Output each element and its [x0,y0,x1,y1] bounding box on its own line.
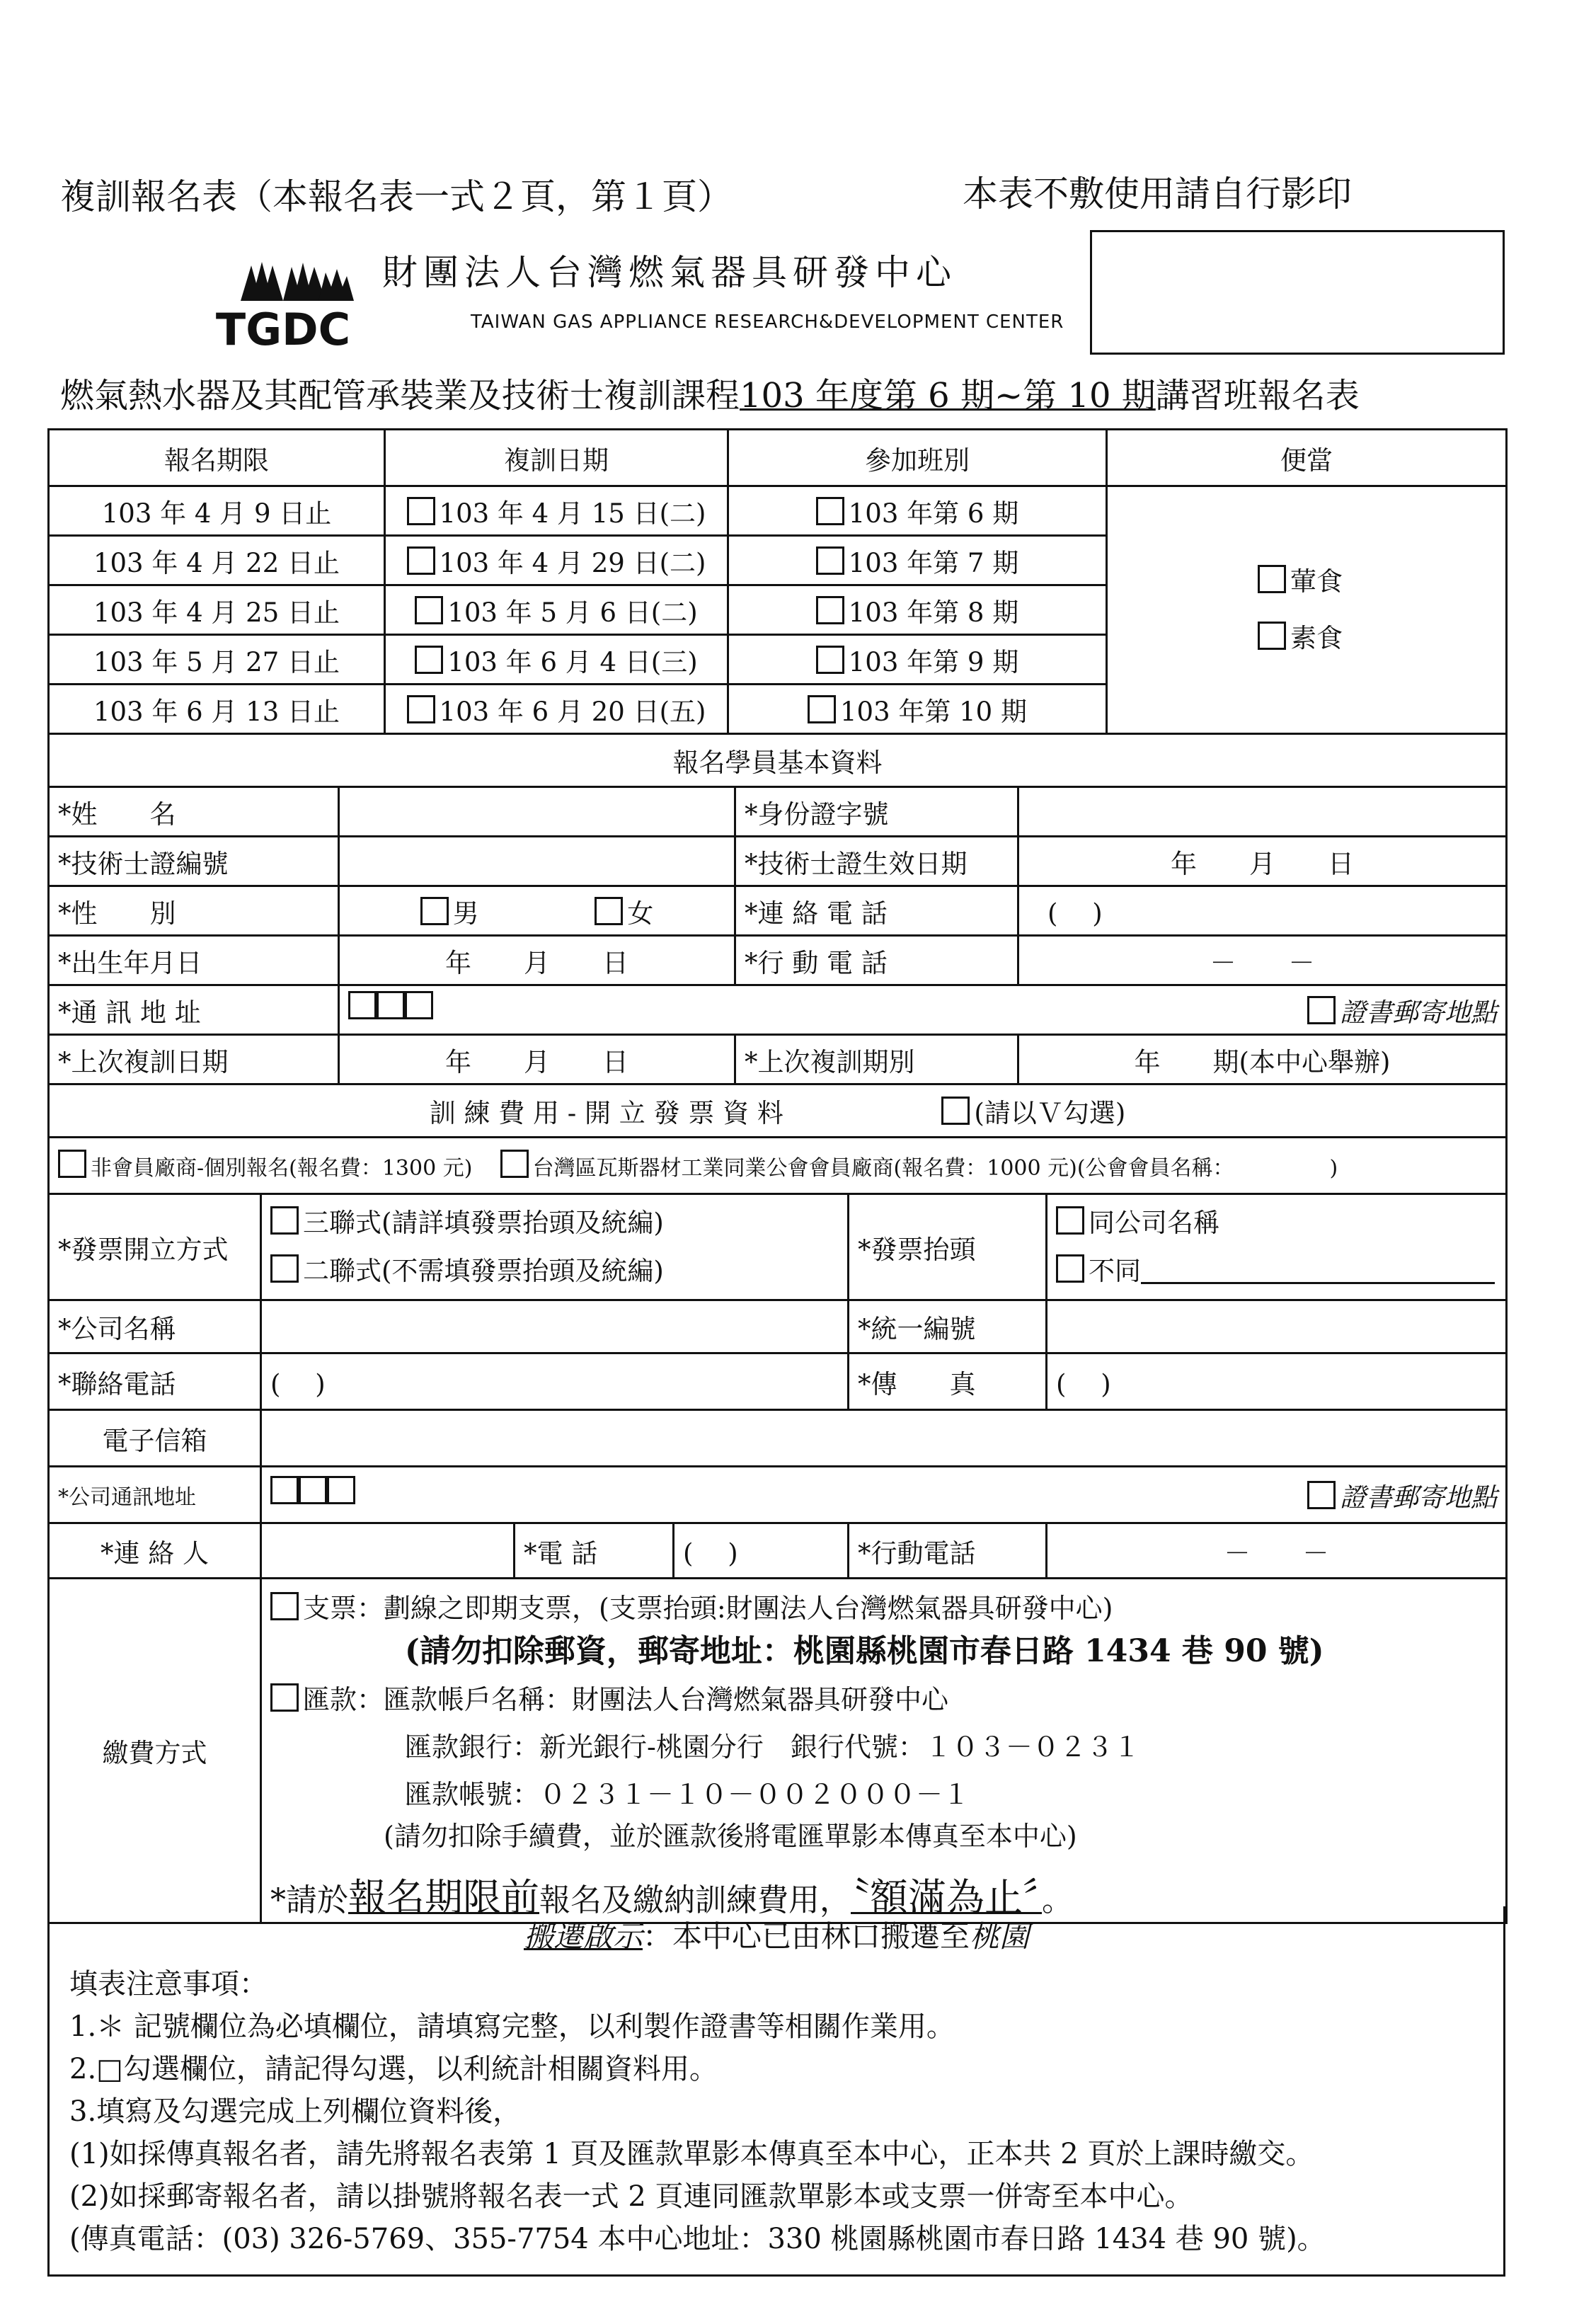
company-address-field[interactable] [261,1467,1507,1523]
deadline-cell: 103 年 5 月 27 日止 [49,635,385,685]
contact-phone-field[interactable]: ( ) [261,1353,849,1410]
meal-meat-label: 葷食 [1290,566,1343,597]
class-label: 103 年第 8 期 [848,597,1019,628]
checkbox[interactable] [1258,622,1286,650]
checkbox[interactable] [816,497,844,525]
name-label: *姓 名 [49,787,339,837]
class-label: 103 年第 10 期 [840,696,1027,727]
org-logo [212,251,354,350]
phone-field[interactable]: ( ) [1018,886,1507,936]
company-field[interactable] [261,1300,849,1353]
tax-id-field[interactable] [1047,1300,1507,1353]
meal-cell [1107,486,1507,734]
contact-person-row [261,1523,849,1579]
deadline-mid: 報名及繳納訓練費用， [539,1882,851,1918]
deadline-emph: 報名期限前 [348,1875,539,1920]
course-period: 103 年度第 6 期~第 10 期 [740,376,1156,416]
class-label: 103 年第 6 期 [848,498,1019,529]
checkbox[interactable] [1056,1206,1084,1235]
company-address-label: *公司通訊地址 [49,1467,261,1523]
invoice-table [47,1136,1508,1924]
org-name-cn: 財團法人台灣燃氣器具研發中心 [382,252,957,293]
company-cert-mail-option[interactable] [1307,1476,1497,1514]
invoice-triple-option[interactable] [270,1199,839,1247]
last-date-label: *上次複訓日期 [49,1035,339,1084]
date-cell[interactable] [385,585,728,635]
tel-field[interactable]: ( ) [683,1538,738,1569]
nonmember-label: 非會員廠商-個別報名(報名費：1300 元) [91,1156,473,1181]
copy-note: 本表不敷使用請自行影印 [963,173,1352,214]
checkbox[interactable] [1307,996,1336,1024]
cert-no-label: *技術士證編號 [49,837,339,886]
fax-label: *傳 真 [849,1353,1047,1410]
class-cell[interactable] [728,536,1107,585]
member-label: 台灣區瓦斯器材工業同業公會會員廠商(報名費：1000 元)(公會會員名稱： ) [532,1156,1338,1181]
remit-account: 匯款帳號：０２３１－１０－００２０００－１ [405,1779,970,1810]
note-item: (1)如採傳真報名者，請先將報名表第 1 頁及匯款單影本傳真至本中心，正本共 2 頁於上課時繳交。 [69,2138,1314,2170]
note-item: (2)如採郵寄報名者，請以掛號將報名表一式 2 頁連同匯款單影本或支票一併寄至本中心。 [69,2180,1193,2213]
student-table [47,733,1508,1138]
logo-text: TGDC [215,304,351,350]
checkbox-member[interactable] [500,1150,529,1178]
same-company-option[interactable] [1056,1199,1497,1247]
class-label: 103 年第 9 期 [848,646,1019,677]
invoice-type-field [261,1194,849,1300]
birth-field[interactable]: 年 月 日 [339,936,735,985]
checkbox[interactable] [816,596,844,624]
date-label: 103 年 4 月 29 日(二) [439,547,706,578]
checkbox[interactable] [816,546,844,575]
checkbox[interactable] [407,546,435,575]
checkbox[interactable] [415,596,443,624]
date-label: 103 年 5 月 6 日(二) [447,597,698,628]
cert-no-field[interactable] [339,837,735,886]
checkbox[interactable] [1258,565,1286,593]
deadline-prefix: *請於 [270,1882,348,1918]
meal-veg-label: 素食 [1290,622,1343,653]
tax-id-label: *統一編號 [849,1300,1047,1353]
col-header-date: 複訓日期 [385,430,728,486]
col-header-class: 參加班別 [728,430,1107,486]
checkbox[interactable] [415,646,443,674]
tel-label: *電 話 [515,1524,674,1577]
postal-code-boxes[interactable] [270,1476,360,1508]
checkbox[interactable] [941,1097,970,1125]
female-label: 女 [627,898,654,929]
checkbox[interactable] [816,646,844,674]
deadline-quote: 〝額滿為止〞 [851,1875,1042,1920]
form-title: 複訓報名表（本報名表一式２頁，第１頁） [60,176,733,217]
contact-mobile-field[interactable]: － － [1047,1523,1507,1579]
deadline-cell: 103 年 4 月 22 日止 [49,536,385,585]
company-label: *公司名稱 [49,1300,261,1353]
payment-check-option[interactable] [270,1586,1497,1625]
stamp-box [1090,230,1505,355]
last-date-field[interactable]: 年 月 日 [339,1035,735,1084]
remit-bank: 匯款銀行：新光銀行-桃園分行 銀行代號：１０３－０２３１ [405,1731,1140,1763]
col-header-meal: 便當 [1107,430,1507,486]
email-field[interactable] [261,1410,1507,1467]
note-item: 3.填寫及勾選完成上列欄位資料後， [69,2095,522,2128]
different-title-input[interactable] [1141,1261,1495,1284]
fee-check-note: (請以Ｖ勾選) [974,1098,1126,1128]
phone-label: *連 絡 電 話 [735,886,1018,936]
remit-line1: 匯款：匯款帳戶名稱：財團法人台灣燃氣器具研發中心 [303,1684,949,1715]
invoice-title-label: *發票抬頭 [849,1194,1047,1300]
fee-title: 訓 練 費 用 - 開 立 發 票 資 料 [429,1098,783,1128]
checkbox-nonmember[interactable] [58,1150,86,1178]
last-term-label: *上次複訓期別 [735,1035,1018,1084]
checkbox[interactable] [270,1683,299,1712]
class-cell[interactable] [728,635,1107,685]
course-prefix: 燃氣熱水器及其配管承裝業及技術士複訓課程 [60,376,740,416]
invoice-type-label: *發票開立方式 [49,1194,261,1300]
checkbox[interactable] [407,497,435,525]
cert-mail-label: 證書郵寄地點 [1340,997,1497,1028]
note-item: (傳真電話：(03) 326-5769、355-7754 本中心地址：330 桃園縣桃園市春日路 1434 巷 90 號)。 [69,2223,1326,2255]
contact-person-label: *連 絡 人 [49,1523,261,1579]
course-suffix: 講習班報名表 [1155,376,1360,416]
address-label: *通 訊 地 址 [49,985,339,1035]
payment-methods [261,1579,1507,1923]
date-label: 103 年 4 月 15 日(二) [439,498,706,529]
invoice-triple-label: 三聯式(請詳填發票抬頭及統編) [303,1207,664,1238]
notes-title: 填表注意事項： [69,1968,268,2000]
move-notice-place: 桃園 [970,1919,1030,1954]
id-label: *身份證字號 [735,787,1018,837]
name-field[interactable] [339,787,735,837]
fax-field[interactable]: ( ) [1047,1353,1507,1410]
meal-option-meat[interactable] [1258,554,1497,610]
move-notice-text: ：本中心已由林口搬遷至 [642,1919,970,1954]
company-cert-mail-label: 證書郵寄地點 [1340,1482,1497,1513]
course-title [60,368,1360,417]
checkbox[interactable] [1056,1254,1084,1283]
deadline-cell: 103 年 4 月 9 日止 [49,486,385,536]
class-cell[interactable] [728,585,1107,635]
id-field[interactable] [1018,787,1507,837]
date-cell[interactable] [385,486,728,536]
different-label: 不同 [1089,1255,1141,1286]
contact-phone-label: *聯絡電話 [49,1353,261,1410]
birth-label: *出生年月日 [49,936,339,985]
gender-label: *性 別 [49,886,339,936]
checkbox[interactable] [407,695,435,723]
payment-remit-option[interactable] [270,1678,1497,1717]
email-label: 電子信箱 [49,1410,261,1467]
date-cell[interactable] [385,685,728,734]
address-field[interactable] [339,985,1507,1035]
invoice-double-label: 二聯式(不需填發票抬頭及統編) [303,1255,664,1286]
checkbox[interactable] [270,1254,299,1283]
cert-date-field[interactable]: 年 月 日 [1018,837,1507,886]
note-item: 2.□勾選欄位，請記得勾選，以利統計相關資料用。 [69,2053,718,2085]
checkbox[interactable] [808,695,836,723]
cert-date-label: *技術士證生效日期 [735,837,1018,886]
checkbox[interactable] [1307,1481,1336,1509]
class-cell[interactable] [728,685,1107,734]
checkbox[interactable] [270,1592,299,1620]
note-item: 1.＊ 記號欄位為必填欄位，請填寫完整，以利製作證書等相關作業用。 [69,2010,955,2043]
cert-mail-option[interactable] [1307,991,1497,1029]
date-cell[interactable] [385,536,728,585]
class-label: 103 年第 7 期 [848,547,1019,578]
invoice-double-option[interactable] [270,1247,839,1295]
last-term-field[interactable]: 年 期(本中心舉辦) [1018,1035,1507,1084]
mobile-field[interactable]: － － [1018,936,1507,985]
date-cell[interactable] [385,635,728,685]
checkbox-male[interactable] [420,897,449,925]
deadline-end: 。 [1042,1882,1073,1918]
payment-label: 繳費方式 [49,1579,261,1923]
fee-section-title [49,1084,1507,1138]
date-label: 103 年 6 月 4 日(三) [447,646,698,677]
date-label: 103 年 6 月 20 日(五) [439,696,706,727]
deadline-cell: 103 年 4 月 25 日止 [49,585,385,635]
same-company-label: 同公司名稱 [1089,1207,1219,1238]
checkbox-female[interactable] [595,897,623,925]
gender-field[interactable] [339,886,735,936]
contact-person-field[interactable] [262,1524,515,1577]
check-line2: (請勿扣除郵資，郵寄地址：桃園縣桃園市春日路 1434 巷 90 號) [405,1633,1324,1669]
schedule-table [47,428,1508,735]
male-label: 男 [452,898,479,929]
notes-box [47,1906,1505,2277]
meal-option-veg[interactable] [1258,610,1497,667]
postal-code-boxes[interactable] [348,991,437,1023]
col-header-deadline: 報名期限 [49,430,385,486]
checkbox[interactable] [270,1206,299,1235]
move-notice [50,1913,1503,1956]
member-options [49,1138,1507,1194]
different-option[interactable] [1056,1247,1497,1295]
deadline-cell: 103 年 6 月 13 日止 [49,685,385,734]
org-name-en: TAIWAN GAS APPLIANCE RESEARCH&DEVELOPMENT CENTER [471,311,1064,333]
contact-mobile-label: *行動電話 [849,1523,1047,1579]
check-line1: 支票：劃線之即期支票，(支票抬頭:財團法人台灣燃氣器具研發中心) [303,1593,1113,1624]
student-section-title: 報名學員基本資料 [49,734,1507,787]
class-cell[interactable] [728,486,1107,536]
move-notice-prefix: 搬遷啟示 [523,1919,643,1954]
invoice-title-field [1047,1194,1507,1300]
mobile-label: *行 動 電 話 [735,936,1018,985]
remit-note: (請勿扣除手續費，並於匯款後將電匯單影本傳真至本中心) [384,1821,1077,1852]
